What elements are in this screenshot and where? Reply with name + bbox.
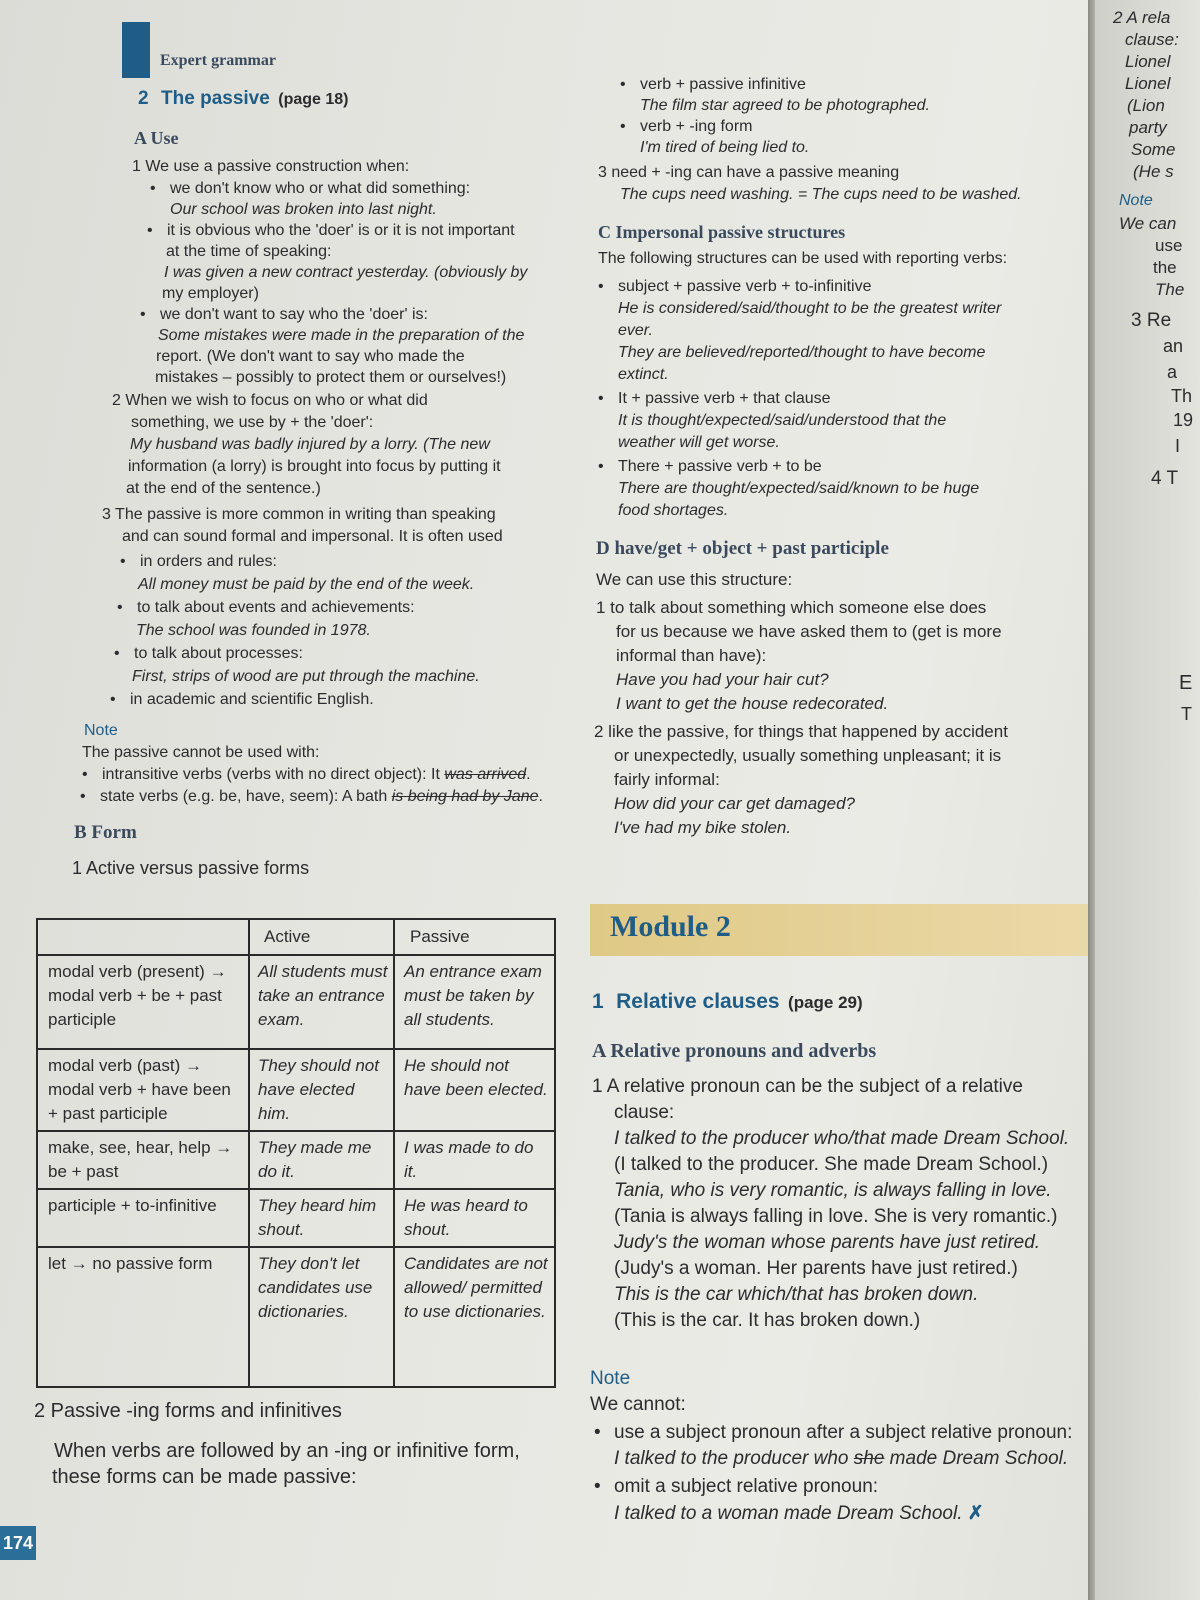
text-line: 3 need + -ing can have a passive meaning — [598, 164, 900, 181]
example-line: I've had my bike stolen. — [614, 818, 792, 837]
edge-text: (Lion — [1127, 96, 1165, 115]
example-line: Judy's the woman whose parents have just retired. — [614, 1232, 1041, 1253]
table-cell-active: They made me do it. — [258, 1138, 372, 1181]
example-line: The school was founded in 1978. — [136, 622, 371, 639]
example-line: He is considered/said/thought to be the greatest writer — [618, 300, 1002, 317]
text-line: fairly informal: — [614, 770, 720, 789]
example-line: First, strips of wood are put through the machine. — [132, 668, 480, 685]
example-line: They are believed/reported/thought to have become — [618, 344, 986, 361]
example-line: There are thought/expected/said/known to be huge — [618, 480, 980, 497]
example-line: The cups need washing. = The cups need to be washed. — [620, 186, 1022, 203]
edge-text: a — [1167, 362, 1178, 382]
text-line: (Tania is always falling in love. She is very romantic.) — [614, 1206, 1058, 1227]
edge-text: Lionel — [1125, 74, 1171, 93]
text-line: 2 Passive -ing forms and infinitives — [34, 1400, 342, 1422]
subheading-module-a: A Relative pronouns and adverbs — [592, 1040, 877, 1062]
text-line: or unexpectedly, usually something unpleasant; it is — [614, 746, 1002, 765]
example-line: food shortages. — [618, 502, 729, 519]
text-line: something, we use by + the 'doer': — [131, 414, 374, 431]
example-line: I talked to a woman made Dream School. ✗ — [614, 1503, 984, 1524]
text-line: 1 to talk about something which someone else does — [596, 598, 987, 617]
example-line: This is the car which/that has broken down. — [614, 1284, 979, 1305]
edge-text: We can — [1119, 214, 1177, 233]
text-line: (This is the car. It has broken down.) — [614, 1310, 921, 1331]
example-line: Have you had your hair cut? — [616, 670, 829, 689]
text-line: (Judy's a woman. Her parents have just retired.) — [614, 1258, 1018, 1279]
edge-text: I — [1175, 436, 1181, 456]
text-line: my employer) — [162, 285, 259, 302]
text-line: mistakes – possibly to protect them or ourselves!) — [155, 369, 507, 386]
expert-grammar-label: Expert grammar — [160, 52, 276, 69]
table-header-active: Active — [264, 927, 311, 946]
table-cell-passive: Candidates are not allowed/ permitted to use dictionaries. — [404, 1254, 548, 1321]
example-line: The film star agreed to be photographed. — [640, 97, 930, 114]
table-cell-active: They don't let candidates use dictionaries. — [258, 1254, 373, 1321]
table-header-passive: Passive — [410, 927, 470, 946]
edge-text: (He s — [1133, 162, 1174, 181]
module-title: Module 2 — [610, 910, 731, 943]
section-tab — [122, 22, 150, 78]
edge-text: The — [1155, 280, 1185, 299]
text-line: 3 The passive is more common in writing than speaking — [102, 506, 496, 523]
table-cell-active: All students must take an entrance exam. — [258, 962, 388, 1029]
edge-text: Some — [1131, 140, 1176, 159]
table-cell-passive: He should not have been elected. — [404, 1056, 548, 1099]
subheading-b: B Form — [74, 822, 137, 843]
example-line: How did your car get damaged? — [614, 794, 855, 813]
module-section-heading: 1 Relative clauses (page 29) — [592, 990, 863, 1013]
edge-text: 2 A rela — [1113, 8, 1171, 27]
text-line: 2 When we wish to focus on who or what did — [112, 392, 428, 409]
example-line: I was given a new contract yesterday. (obviously by — [164, 264, 528, 281]
text-line: at the end of the sentence.) — [126, 480, 321, 497]
section-heading: 2 The passive (page 18) — [138, 88, 349, 109]
text-line: We cannot: — [590, 1394, 686, 1415]
bullet-item: • it is obvious who the 'doer' is or it is not important — [167, 222, 515, 240]
table-cell-passive: An entrance exam must be taken by all students. — [404, 962, 542, 1029]
example-line: I talked to the producer who she made Dream School. — [614, 1448, 1069, 1469]
bullet-item: • we don't know who or what did something: — [170, 180, 470, 198]
edge-text: Th — [1171, 386, 1193, 406]
table-row-label: modal verb (present) → modal verb + be + past participle — [48, 962, 227, 1029]
edge-text: an — [1163, 336, 1184, 356]
example-line: It is thought/expected/said/understood that the — [618, 412, 947, 429]
bullet-item: • It + passive verb + that clause — [618, 390, 831, 408]
bullet-item: • verb + -ing form — [640, 118, 752, 136]
note-heading: Note — [84, 722, 118, 739]
edge-text: 4 T — [1151, 468, 1179, 489]
text-line: The passive cannot be used with: — [82, 744, 320, 761]
note-bullet: • use a subject pronoun after a subject relative pronoun: — [614, 1422, 1072, 1444]
table-row-label: modal verb (past) → modal verb + have been + past participle — [48, 1056, 231, 1123]
text-line: at the time of speaking: — [166, 243, 332, 260]
bullet-item: • we don't want to say who the 'doer' is: — [160, 306, 428, 324]
edge-text: T — [1181, 704, 1192, 724]
page-number: 174 — [0, 1526, 36, 1560]
subheading-d: D have/get + object + past participle — [596, 538, 889, 559]
text-line: clause: — [614, 1102, 675, 1123]
example-line: ever. — [618, 322, 653, 339]
bullet-item: • to talk about events and achievements: — [137, 599, 415, 617]
edge-text: clause: — [1125, 30, 1179, 49]
edge-text: Lionel — [1125, 52, 1171, 71]
example-line: Our school was broken into last night. — [170, 201, 437, 218]
table-cell-active: They heard him shout. — [258, 1196, 377, 1239]
text-line: 2 like the passive, for things that happened by accident — [594, 722, 1008, 741]
bullet-item: • subject + passive verb + to-infinitive — [618, 278, 871, 296]
note-bullet: • omit a subject relative pronoun: — [614, 1476, 878, 1498]
bullet-item: • in orders and rules: — [140, 553, 277, 571]
text-line: The following structures can be used with reporting verbs: — [598, 250, 1008, 267]
bullet-item: • to talk about processes: — [134, 645, 303, 663]
facing-page-edge — [1095, 0, 1200, 1600]
edge-text: use — [1155, 236, 1183, 255]
subheading-a: A Use — [134, 128, 179, 148]
example-line: All money must be paid by the end of the week. — [138, 576, 475, 593]
edge-text: party — [1129, 118, 1167, 137]
example-line: My husband was badly injured by a lorry. (The new — [130, 436, 490, 453]
table-row-label: participle + to-infinitive — [48, 1196, 217, 1215]
note-heading: Note — [590, 1368, 631, 1389]
table-cell-active: They should not have elected him. — [258, 1056, 379, 1123]
example-line: weather will get worse. — [618, 434, 780, 451]
example-line: extinct. — [618, 366, 669, 383]
example-line: Some mistakes were made in the preparation of the — [158, 327, 525, 344]
example-line: Tania, who is very romantic, is always falling in love. — [614, 1180, 1052, 1201]
table-cell-passive: I was made to do it. — [404, 1138, 534, 1181]
text-line: 1 We use a passive construction when: — [132, 158, 410, 175]
text-line: We can use this structure: — [596, 570, 793, 589]
text-line: (I talked to the producer. She made Dream School.) — [614, 1154, 1049, 1175]
note-bullet: • intransitive verbs (verbs with no direct object): It was arrived. — [102, 766, 531, 784]
edge-text: 19 — [1173, 410, 1194, 430]
table-cell-passive: He was heard to shout. — [404, 1196, 528, 1239]
note-bullet: • state verbs (e.g. be, have, seem): A bath is being had by Jane. — [100, 788, 543, 806]
cross-mark-icon: ✗ — [967, 1503, 984, 1524]
text-line: and can sound formal and impersonal. It is often used — [122, 528, 503, 545]
example-line: I talked to the producer who/that made Dream School. — [614, 1128, 1070, 1149]
text-line: information (a lorry) is brought into focus by putting it — [128, 458, 501, 475]
example-line: I want to get the house redecorated. — [616, 694, 889, 713]
subheading-c: C Impersonal passive structures — [598, 222, 846, 242]
text-line: report. (We don't want to say who made the — [156, 348, 465, 365]
edge-text: 3 Re — [1131, 310, 1172, 331]
table-row-label: make, see, hear, help → be + past — [48, 1138, 233, 1181]
bullet-item: • There + passive verb + to be — [618, 458, 822, 476]
text-line: informal than have): — [616, 646, 767, 665]
table-row-label: let → no passive form — [48, 1254, 213, 1273]
edge-text: Note — [1119, 192, 1153, 209]
text-line: 1 Active versus passive forms — [72, 858, 310, 878]
text-line: When verbs are followed by an -ing or infinitive form, — [54, 1440, 520, 1462]
text-line: 1 A relative pronoun can be the subject of a relative — [592, 1076, 1023, 1097]
bullet-item: • verb + passive infinitive — [640, 76, 806, 94]
edge-text: E — [1179, 672, 1193, 694]
text-line: for us because we have asked them to (get is more — [616, 622, 1002, 641]
bullet-item: • in academic and scientific English. — [130, 691, 374, 709]
edge-text: the — [1153, 258, 1177, 277]
active-passive-table — [36, 918, 556, 1388]
text-line: these forms can be made passive: — [52, 1466, 357, 1488]
example-line: I'm tired of being lied to. — [640, 139, 810, 156]
